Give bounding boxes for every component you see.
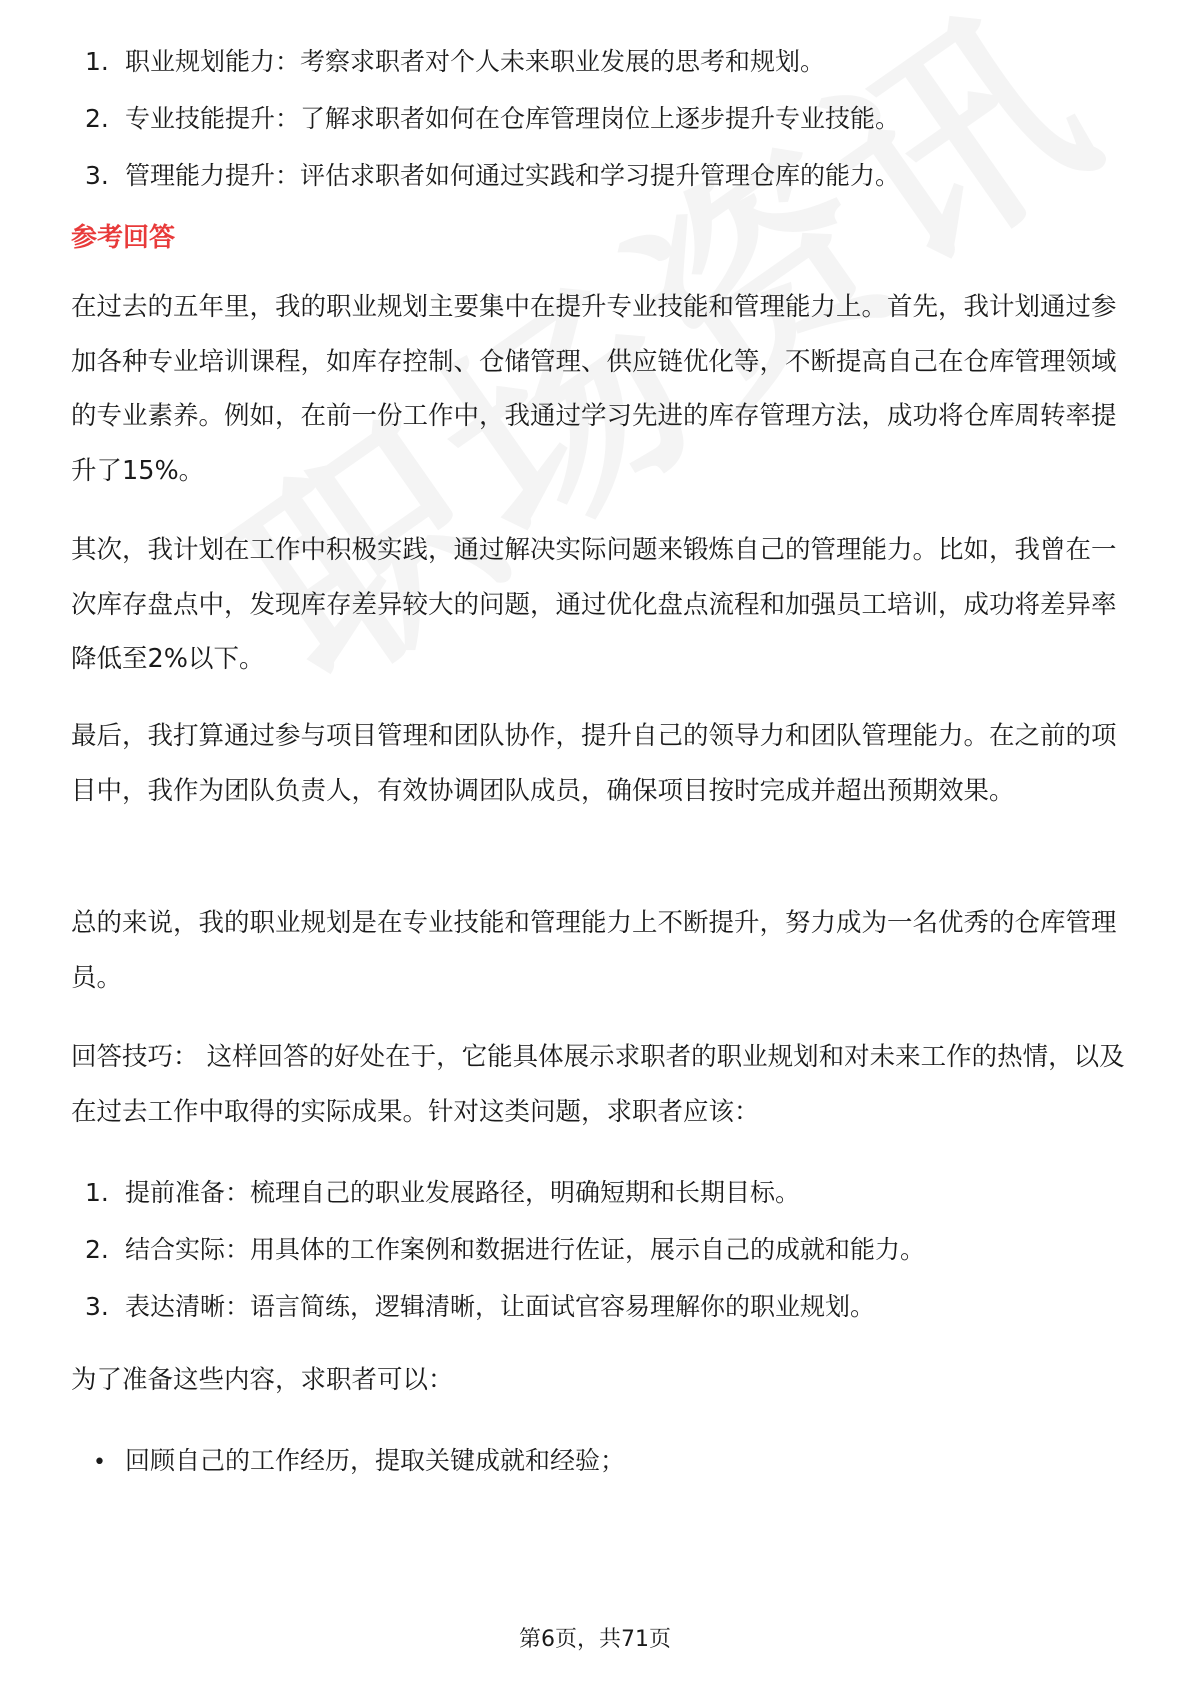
- list-item: [85, 1446, 625, 1476]
- list-text: 结合实际：用具体的工作案例和数据进行佐证，展示自己的成就和能力。: [125, 1235, 926, 1264]
- list-item: [85, 1292, 925, 1322]
- prep-intro: 为了准备这些内容，求职者可以：: [71, 1365, 454, 1395]
- list-text: 表达清晰：语言简练，逻辑清晰，让面试官容易理解你的职业规划。: [125, 1292, 876, 1321]
- list-text: 回顾自己的工作经历，提取关键成就和经验；: [125, 1446, 626, 1475]
- list-text: 专业技能提升：了解求职者如何在仓库管理岗位上逐步提升专业技能。: [125, 104, 901, 133]
- list-number: 2.: [85, 104, 109, 133]
- paragraph-4: 总的来说，我的职业规划是在专业技能和管理能力上不断提升，努力成为一名优秀的仓库管理员。: [71, 908, 1117, 993]
- answer-heading: 参考回答: [71, 223, 176, 253]
- list-number: 3.: [85, 161, 109, 190]
- list-item: [85, 161, 900, 191]
- tips-list: [85, 1178, 925, 1349]
- paragraph-2: 其次，我计划在工作中积极实践，通过解决实际问题来锻炼自己的管理能力。比如，我曾在一次库存盘点中，发现库存差异较大的问题，通过优化盘点流程和加强员工培训，成功将差异率降低至2%以下。: [71, 535, 1117, 674]
- paragraph-1: 在过去的五年里，我的职业规划主要集中在提升专业技能和管理能力上。首先，我计划通过参加各种专业培训课程，如库存控制、仓储管理、供应链优化等，不断提高自己在仓库管理领域的专业素养。例如，在前一份工作中，我通过学习先进的库存管理方法，成功将仓库周转率提升了15%。: [71, 292, 1117, 486]
- list-item: [85, 104, 900, 134]
- list-number: 3.: [85, 1292, 109, 1321]
- list-item: [85, 1178, 925, 1208]
- list-number: 1.: [85, 1178, 109, 1207]
- list-number: 1.: [85, 47, 109, 76]
- list-number: 2.: [85, 1235, 109, 1264]
- list-item: [85, 47, 900, 77]
- criteria-list: [85, 47, 900, 218]
- prep-bullet-list: [85, 1446, 625, 1503]
- answer-tips-paragraph: 回答技巧： 这样回答的好处在于，它能具体展示求职者的职业规划和对未来工作的热情，以及在过去工作中取得的实际成果。针对这类问题，求职者应该：: [71, 1042, 1125, 1127]
- bullet-icon: •: [93, 1450, 106, 1475]
- list-text: 管理能力提升：评估求职者如何通过实践和学习提升管理仓库的能力。: [125, 161, 901, 190]
- list-item: [85, 1235, 925, 1265]
- list-text: 提前准备：梳理自己的职业发展路径，明确短期和长期目标。: [125, 1178, 801, 1207]
- paragraph-3: 最后，我打算通过参与项目管理和团队协作，提升自己的领导力和团队管理能力。在之前的项目中，我作为团队负责人，有效协调团队成员，确保项目按时完成并超出预期效果。: [71, 721, 1117, 806]
- page-footer: 第6页，共71页: [519, 1627, 671, 1652]
- list-text: 职业规划能力：考察求职者对个人未来职业发展的思考和规划。: [125, 47, 826, 76]
